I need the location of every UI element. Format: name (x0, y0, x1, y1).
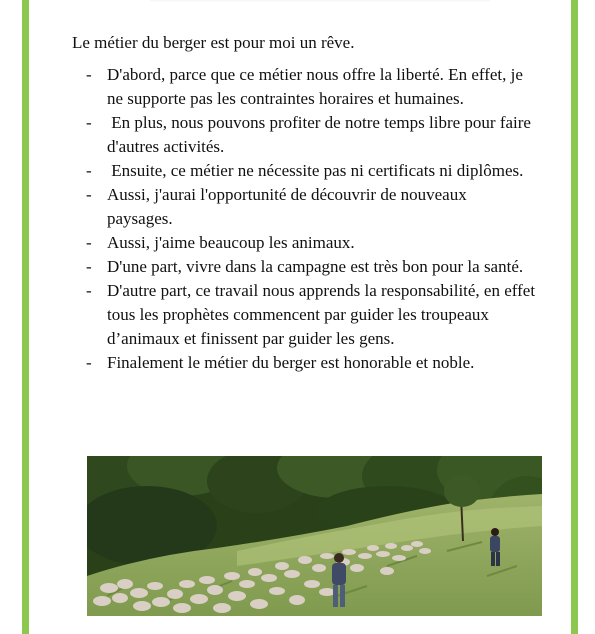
list-dash: - (86, 281, 92, 300)
list-item (86, 231, 536, 255)
list-dash: - (86, 185, 92, 204)
list-dash: - (86, 161, 92, 180)
list-dash: - (86, 65, 92, 84)
list-item (86, 279, 536, 351)
list-dash: - (86, 233, 92, 252)
shepherd-flock-photo (87, 456, 542, 616)
list-item-text: Aussi, j'aurai l'opportunité de découvrir de nouveaux paysages. (107, 185, 467, 228)
list-dash: - (86, 113, 92, 132)
list-item (86, 255, 536, 279)
list-item (86, 351, 536, 375)
list-item-text: Finalement le métier du berger est honorable et noble. (107, 353, 475, 372)
reasons-list (86, 63, 536, 375)
list-dash: - (86, 257, 92, 276)
list-item (86, 111, 536, 159)
list-item (86, 63, 536, 111)
list-item-text: D'une part, vivre dans la campagne est très bon pour la santé. (107, 257, 524, 276)
list-item-text: D'abord, parce que ce métier nous offre la liberté. En effet, je ne supporte pas les contraintes horaires et humaines. (107, 65, 523, 108)
list-item (86, 159, 536, 183)
top-divider (150, 0, 490, 2)
second-shepherd-figure (490, 528, 500, 566)
list-dash: - (86, 353, 92, 372)
hillside-scene (87, 456, 542, 616)
list-item-text: Aussi, j'aime beaucoup les animaux. (107, 233, 355, 252)
list-item-text: Ensuite, ce métier ne nécessite pas ni certificats ni diplômes. (107, 161, 524, 180)
list-item-text: En plus, nous pouvons profiter de notre temps libre pour faire d'autres activités. (107, 113, 531, 156)
list-item (86, 183, 536, 231)
list-item-text: D'autre part, ce travail nous apprends la responsabilité, en effet tous les prophètes commencent par guider les troupeaux d’animaux et finissent par guider les gens. (107, 281, 536, 348)
intro-sentence: Le métier du berger est pour moi un rêve. (72, 33, 355, 52)
